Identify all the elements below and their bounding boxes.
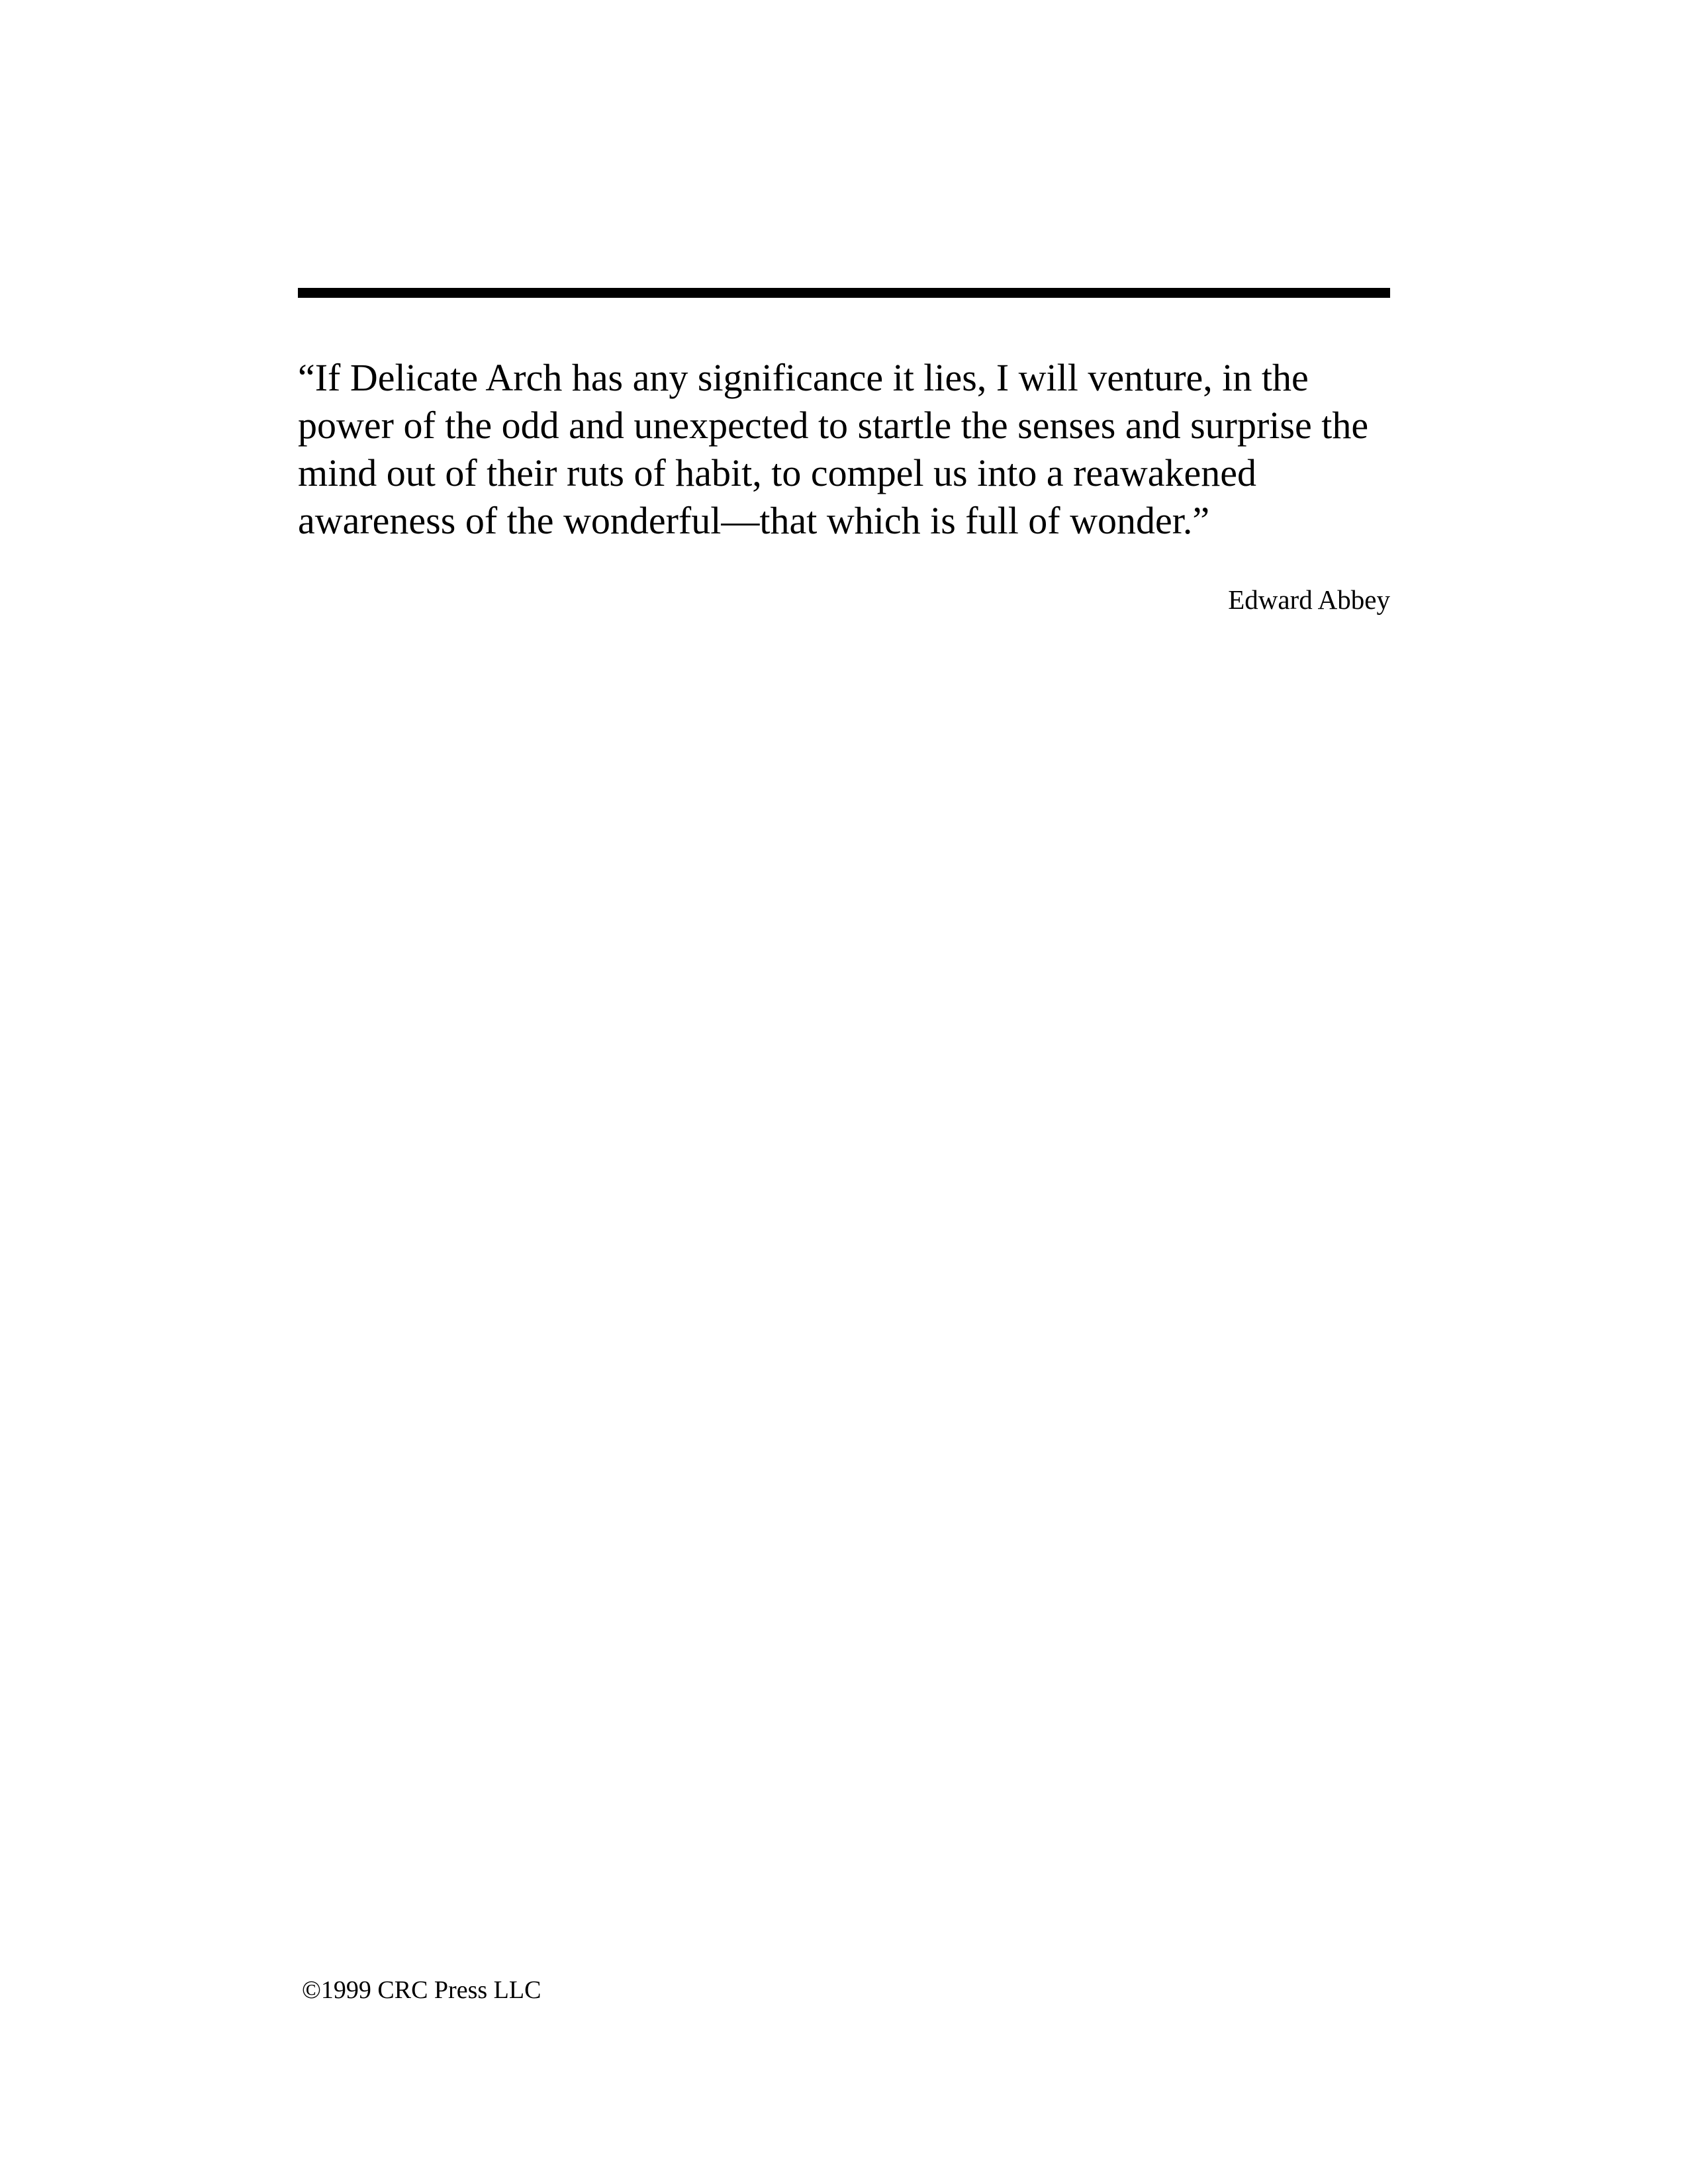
copyright-notice: ©1999 CRC Press LLC (302, 1976, 541, 2004)
quote-author: Edward Abbey (1228, 584, 1390, 615)
quote-line: mind out of their ruts of habit, to compel us into a reawakened (298, 451, 1257, 494)
top-rule (298, 288, 1390, 298)
quote-line: “If Delicate Arch has any significance it lies, I will venture, in the (298, 356, 1309, 399)
quote-line: power of the odd and unexpected to startle the senses and surprise the (298, 404, 1369, 447)
epigraph-quote (298, 354, 1423, 545)
quote-line: awareness of the wonderful—that which is full of wonder.” (298, 499, 1210, 542)
